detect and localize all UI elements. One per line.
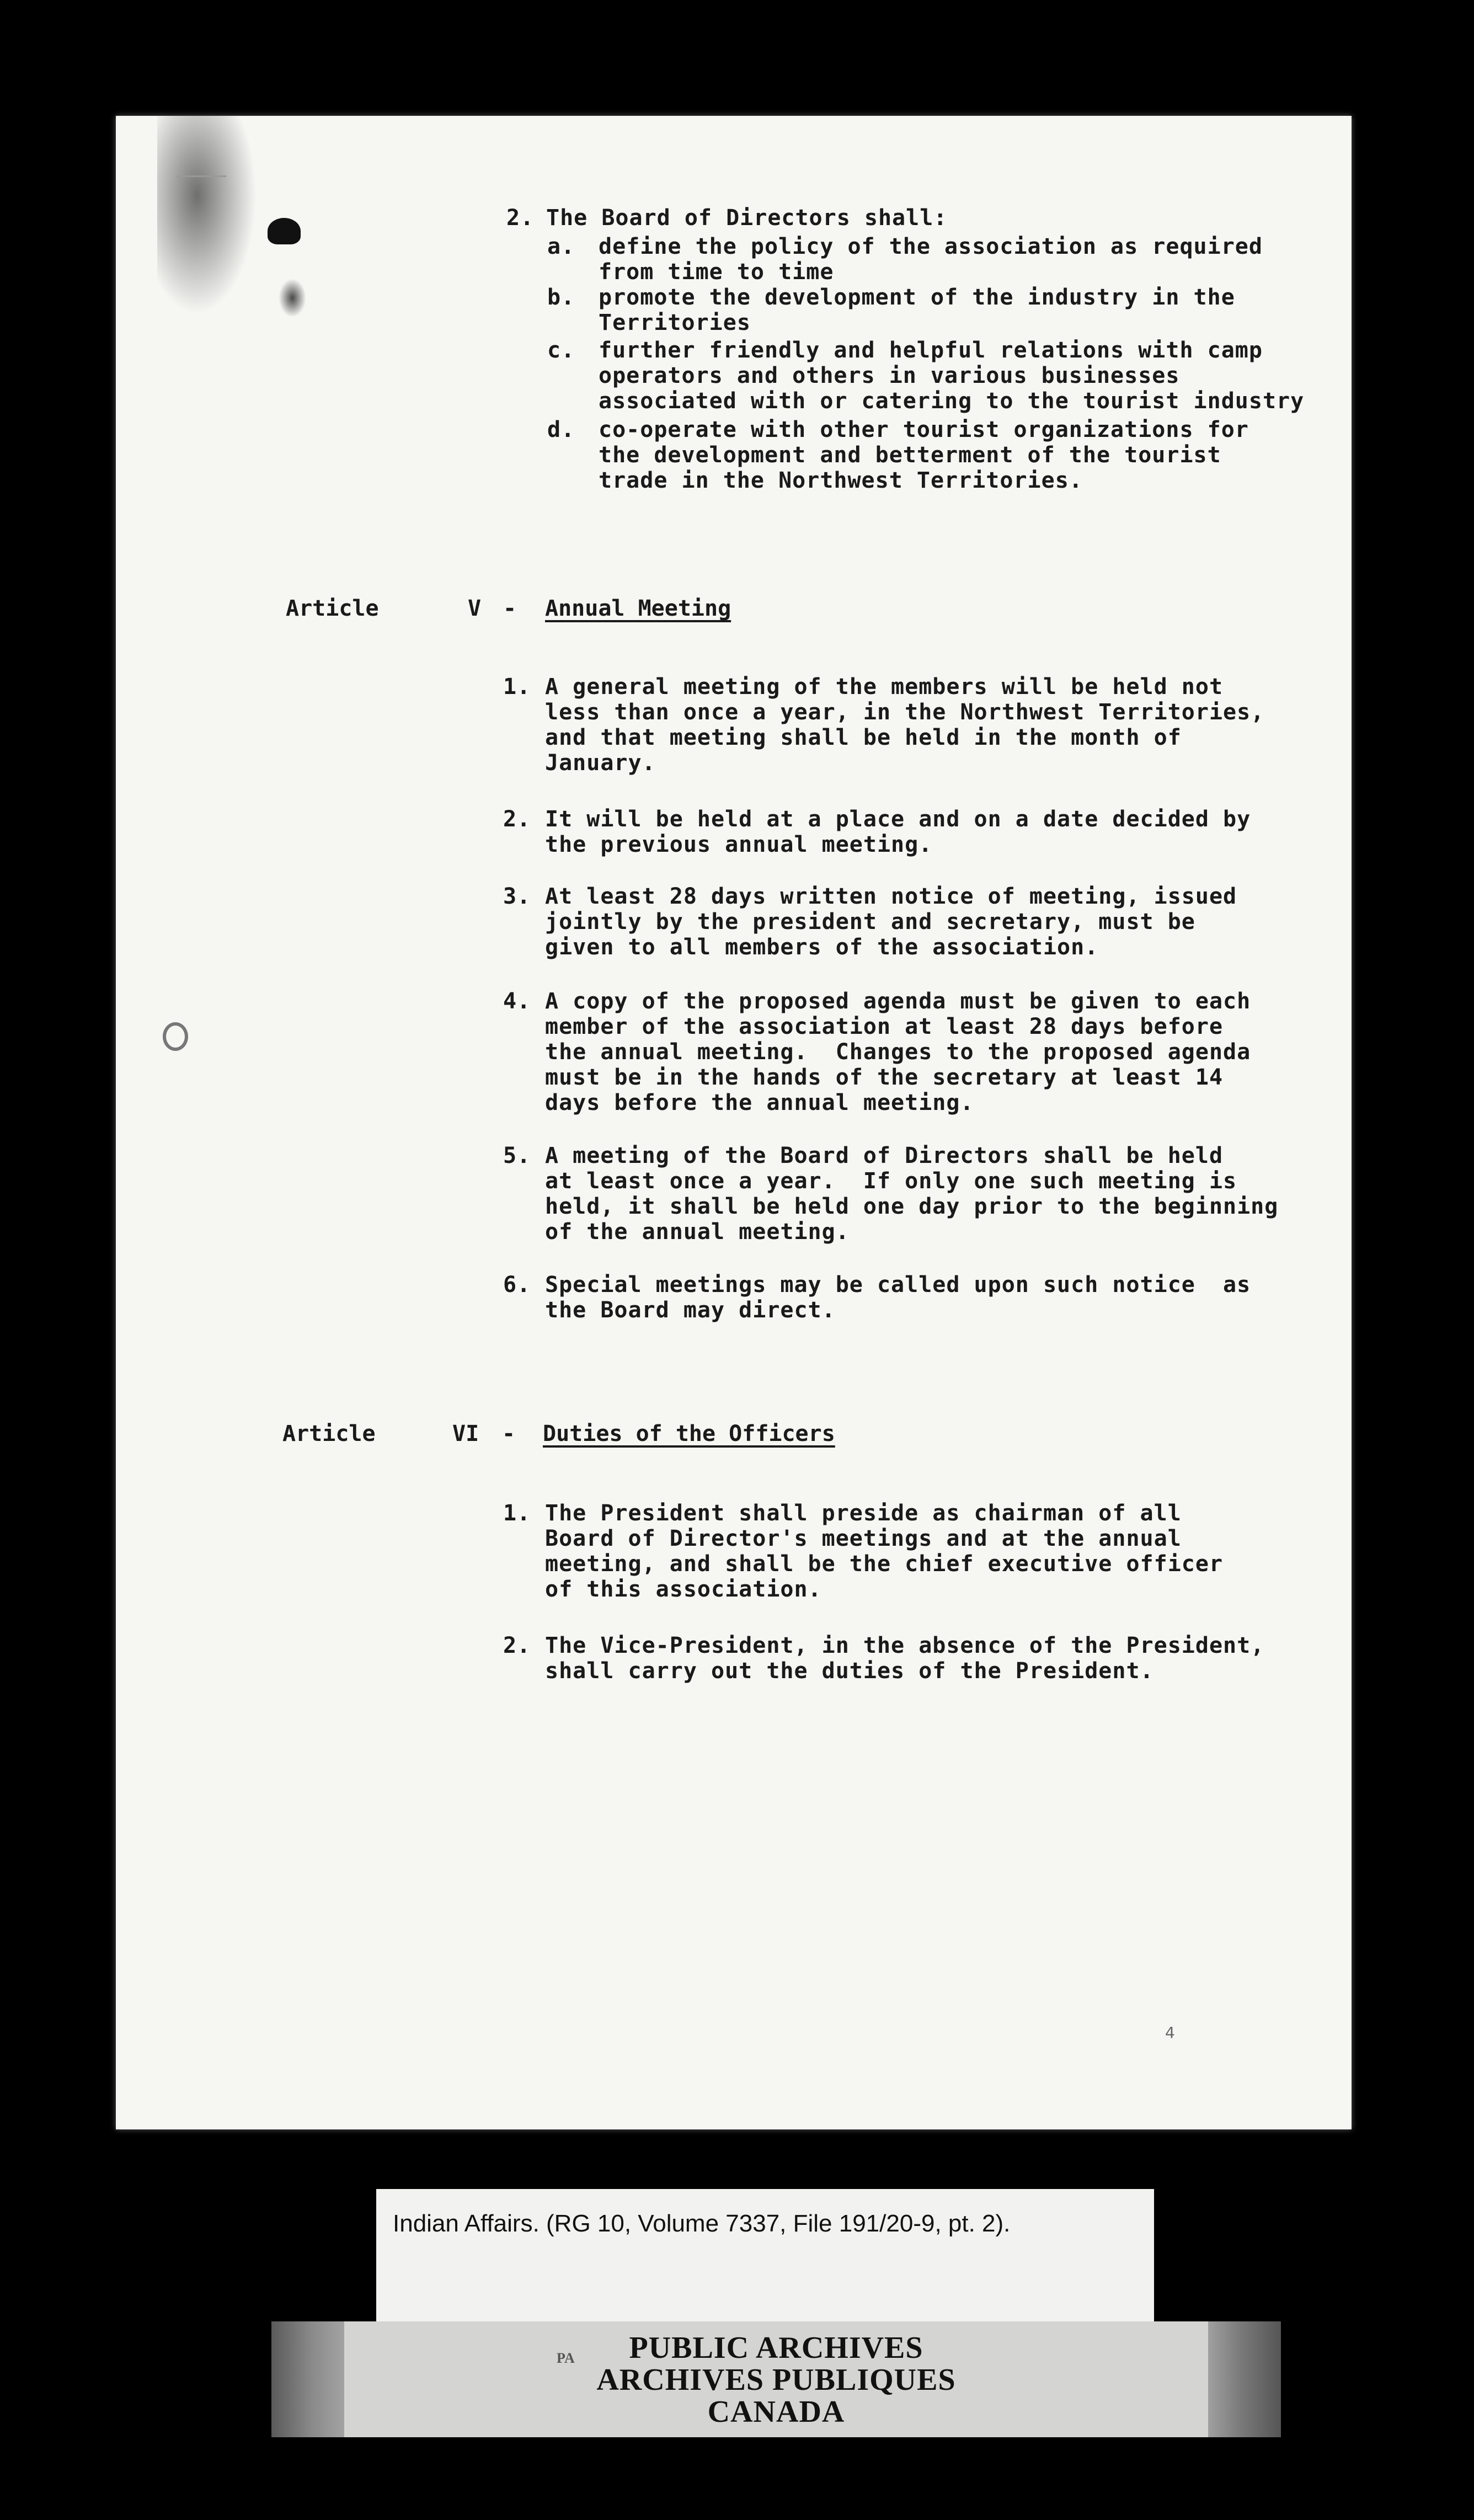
sub-item-line: Territories [599, 310, 751, 335]
archive-stamp-line: ARCHIVES PUBLIQUES [596, 2363, 956, 2397]
archive-stamp-bar [271, 2321, 1281, 2437]
item-line: the Board may direct. [545, 1298, 836, 1323]
item-line: at least once a year. If only one such meeting is [545, 1168, 1237, 1194]
sub-item-line: promote the development of the industry in the [599, 285, 1235, 310]
ink-smudge-small [279, 279, 306, 317]
item-number: 2. [503, 1633, 531, 1658]
item-line: held, it shall be held one day prior to the beginning [545, 1194, 1279, 1219]
sub-item-line: associated with or catering to the tourist industry [599, 388, 1305, 414]
punch-hole [163, 1022, 188, 1051]
item-line: given to all members of the association. [545, 935, 1099, 960]
page-number: 4 [1165, 2024, 1175, 2042]
sub-item-line: trade in the Northwest Territories. [599, 468, 1083, 493]
sub-item-letter: a. [547, 234, 575, 259]
sub-item-line: operators and others in various businesses [599, 363, 1180, 388]
item-number: 1. [503, 1501, 531, 1526]
item-line: member of the association at least 28 days before [545, 1014, 1224, 1039]
article-numeral: VI [452, 1421, 479, 1446]
archive-stamp-line: PUBLIC ARCHIVES [629, 2331, 923, 2365]
article-label: Article [286, 596, 379, 621]
sub-item-line: from time to time [599, 259, 834, 285]
item-line: the previous annual meeting. [545, 832, 933, 857]
item-line: of the annual meeting. [545, 1219, 850, 1245]
item-number: 3. [503, 884, 531, 909]
article-numeral: V [468, 596, 482, 621]
item-line: At least 28 days written notice of meeting, issued [545, 884, 1237, 909]
item-line: of this association. [545, 1577, 822, 1602]
item-number: 1. [503, 674, 531, 700]
item-line: and that meeting shall be held in the month of [545, 725, 1182, 750]
item-line: jointly by the president and secretary, must be [545, 909, 1195, 935]
sub-item-line: further friendly and helpful relations with camp [599, 338, 1263, 363]
item-line: shall carry out the duties of the President. [545, 1658, 1154, 1684]
item-line: The Vice-President, in the absence of the President, [545, 1633, 1265, 1658]
archive-reference-label [376, 2189, 1154, 2321]
sub-item-letter: c. [547, 338, 575, 363]
item-text: The Board of Directors shall: [546, 205, 948, 231]
archive-stamp [344, 2321, 1208, 2437]
article-dash: - [503, 596, 517, 621]
article-dash: - [502, 1421, 516, 1446]
sub-item-line: co-operate with other tourist organizations for [599, 417, 1249, 442]
archive-reference-text: Indian Affairs. (RG 10, Volume 7337, File 191/20-9, pt. 2). [393, 2210, 1011, 2237]
item-line: Special meetings may be called upon such notice as [545, 1272, 1251, 1298]
item-number: 5. [503, 1143, 531, 1168]
ink-smudge [157, 116, 257, 314]
archive-stamp-line: CANADA [707, 2395, 845, 2429]
sub-item-line: the development and betterment of the tourist [599, 442, 1221, 468]
item-line: It will be held at a place and on a date decided by [545, 807, 1251, 832]
item-line: days before the annual meeting. [545, 1090, 974, 1115]
ink-blot [268, 218, 301, 244]
item-line: Board of Director's meetings and at the annual [545, 1526, 1182, 1551]
item-line: The President shall preside as chairman of all [545, 1501, 1182, 1526]
article-label: Article [282, 1421, 376, 1446]
item-number: 2. [503, 807, 531, 832]
edge-mark [177, 175, 226, 177]
sub-item-line: define the policy of the association as required [599, 234, 1263, 259]
item-number: 2. [506, 205, 535, 231]
item-number: 6. [503, 1272, 531, 1298]
archive-stamp-mark: PA [557, 2350, 575, 2366]
item-line: A copy of the proposed agenda must be given to each [545, 989, 1251, 1014]
item-line: A general meeting of the members will be held not [545, 674, 1224, 700]
item-line: must be in the hands of the secretary at least 14 [545, 1065, 1224, 1090]
article-heading: Annual Meeting [545, 596, 731, 621]
item-line: the annual meeting. Changes to the proposed agenda [545, 1039, 1251, 1065]
item-number: 4. [503, 989, 531, 1014]
sub-item-letter: d. [547, 417, 575, 442]
article-heading: Duties of the Officers [543, 1421, 835, 1446]
item-line: meeting, and shall be the chief executive officer [545, 1551, 1224, 1577]
item-line: A meeting of the Board of Directors shall be held [545, 1143, 1224, 1168]
item-line: less than once a year, in the Northwest Territories, [545, 700, 1265, 725]
sub-item-letter: b. [547, 285, 575, 310]
item-line: January. [545, 750, 656, 776]
